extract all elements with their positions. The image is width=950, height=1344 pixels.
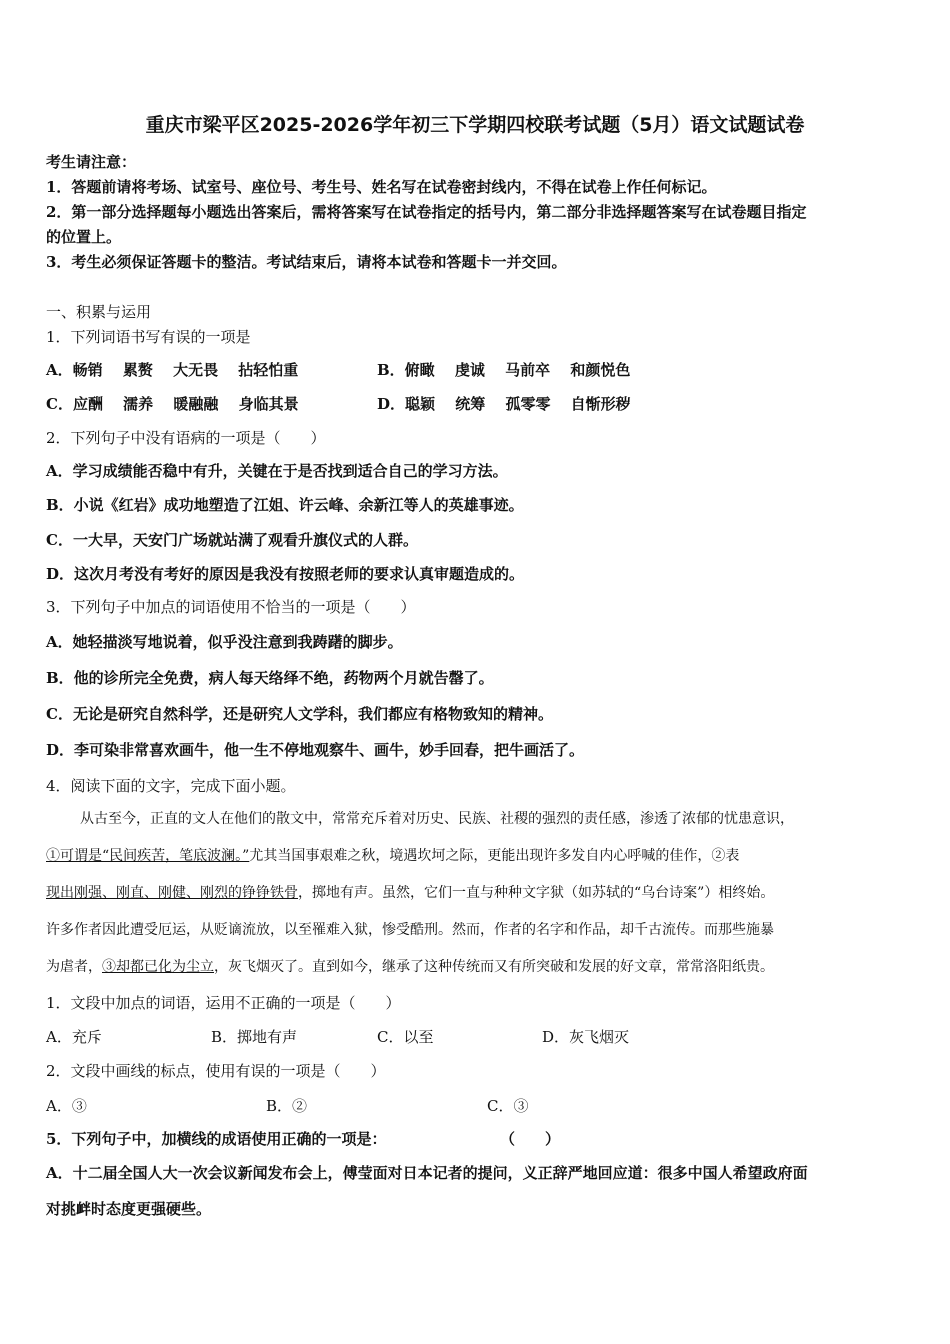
q5-answer-paren: （ ）: [500, 1130, 561, 1148]
notice-item-2-cont: 的位置上。: [46, 228, 122, 246]
q2-option-b: B．小说《红岩》成功地塑造了江姐、许云峰、余新江等人的英雄事迹。: [46, 496, 524, 514]
q4-sub2-stem: 2．文段中画线的标点，使用有误的一项是（ ）: [46, 1062, 386, 1080]
underlined-phrase-2: 现出刚强、刚直、刚健、刚烈的铮铮铁骨: [46, 885, 298, 901]
q4-sub1-option-a: A．充斥: [46, 1028, 102, 1046]
q3-option-c: C．无论是研究自然科学，还是研究人文学科，我们都应有格物致知的精神。: [46, 705, 553, 723]
notice-item-3: 3．考生必须保证答题卡的整洁。考试结束后，请将本试卷和答题卡一并交回。: [46, 253, 567, 271]
passage-line-3: [46, 883, 910, 903]
passage-text: 为虐者，: [46, 959, 102, 975]
q1-option-b: B．俯瞰 虔诚 马前卒 和颜悦色: [377, 361, 631, 379]
passage-text: 尤其当国事艰难之秋，境遇坎坷之际，更能出现许多发自内心呼喊的佳作，②表: [249, 848, 740, 864]
q2-option-a: A．学习成绩能否稳中有升，关键在于是否找到适合自己的学习方法。: [46, 462, 508, 480]
q5-option-a-line-1: A．十二届全国人大一次会议新闻发布会上，傅莹面对日本记者的提问，义正辞严地回应道：很多中国人希望政府面: [46, 1164, 808, 1182]
section-heading: 一、积累与运用: [46, 303, 152, 321]
notice-item-2: 2．第一部分选择题每小题选出答案后，需将答案写在试卷指定的括号内，第二部分非选择题答案写在试卷题目指定: [46, 203, 807, 221]
notice-item-1: 1．答题前请将考场、试室号、座位号、考生号、姓名写在试卷密封线内，不得在试卷上作任何标记。: [46, 178, 717, 196]
notice-heading: 考生请注意：: [46, 153, 137, 171]
passage-line-2: [46, 846, 910, 866]
q4-sub1-stem: 1．文段中加点的词语，运用不正确的一项是（ ）: [46, 994, 401, 1012]
passage-line-1: 从古至今，正直的文人在他们的散文中，常常充斥着对历史、民族、社稷的强烈的责任感，渗透了浓郁的忧患意识，: [80, 811, 794, 827]
q5-option-a-line-2: 对挑衅时态度更强硬些。: [46, 1200, 212, 1218]
q2-option-d: D．这次月考没有考好的原因是我没有按照老师的要求认真审题造成的。: [46, 565, 525, 583]
q4-stem: 4．阅读下面的文字，完成下面小题。: [46, 777, 296, 795]
underlined-phrase-3: ③却都已化为尘立: [102, 959, 214, 975]
q4-sub1-option-b: B．掷地有声: [211, 1028, 298, 1046]
q3-option-b: B．他的诊所完全免费，病人每天络绎不绝，药物两个月就告罄了。: [46, 669, 494, 687]
q4-sub2-option-c: C．③: [487, 1097, 529, 1115]
q4-sub2-option-a: A．③: [46, 1097, 87, 1115]
q3-option-a: A．她轻描淡写地说着，似乎没注意到我踌躇的脚步。: [46, 633, 403, 651]
q2-option-c: C．一大早，天安门广场就站满了观看升旗仪式的人群。: [46, 531, 418, 549]
passage-line-5: [46, 957, 910, 977]
passage-text: ，灰飞烟灭了。直到如今，继承了这种传统而又有所突破和发展的好文章，常常洛阳纸贵。: [214, 959, 774, 975]
q1-stem: 1．下列词语书写有误的一项是: [46, 328, 251, 346]
q1-option-c: C．应酬 濡养 暖融融 身临其景: [46, 395, 299, 413]
page-title: 重庆市梁平区2025-2026学年初三下学期四校联考试题（5月）语文试题试卷: [145, 114, 805, 136]
underlined-phrase-1: ①可谓是“民间疾苦，笔底波澜。”: [46, 848, 250, 864]
q4-sub1-option-c: C．以至: [377, 1028, 434, 1046]
q2-stem: 2．下列句子中没有语病的一项是（ ）: [46, 429, 326, 447]
passage-text: ，掷地有声。虽然，它们一直与种种文字狱（如苏轼的“乌台诗案”）相终始。: [298, 885, 775, 901]
q1-option-d: D．聪颖 统筹 孤零零 自惭形秽: [377, 395, 631, 413]
passage-line-4: 许多作者因此遭受厄运，从贬谪流放，以至罹难入狱，惨受酷刑。然而，作者的名字和作品，却千古流传。而那些施暴: [46, 922, 774, 938]
q3-stem: 3．下列句子中加点的词语使用不恰当的一项是（ ）: [46, 598, 416, 616]
q3-option-d: D．李可染非常喜欢画牛，他一生不停地观察牛、画牛，妙手回春，把牛画活了。: [46, 741, 585, 759]
q1-option-a: A．畅销 累赘 大无畏 拈轻怕重: [46, 361, 299, 379]
q4-sub2-option-b: B．②: [266, 1097, 308, 1115]
q5-stem: 5．下列句子中，加横线的成语使用正确的一项是：: [46, 1130, 387, 1148]
q4-sub1-option-d: D．灰飞烟灭: [542, 1028, 630, 1046]
